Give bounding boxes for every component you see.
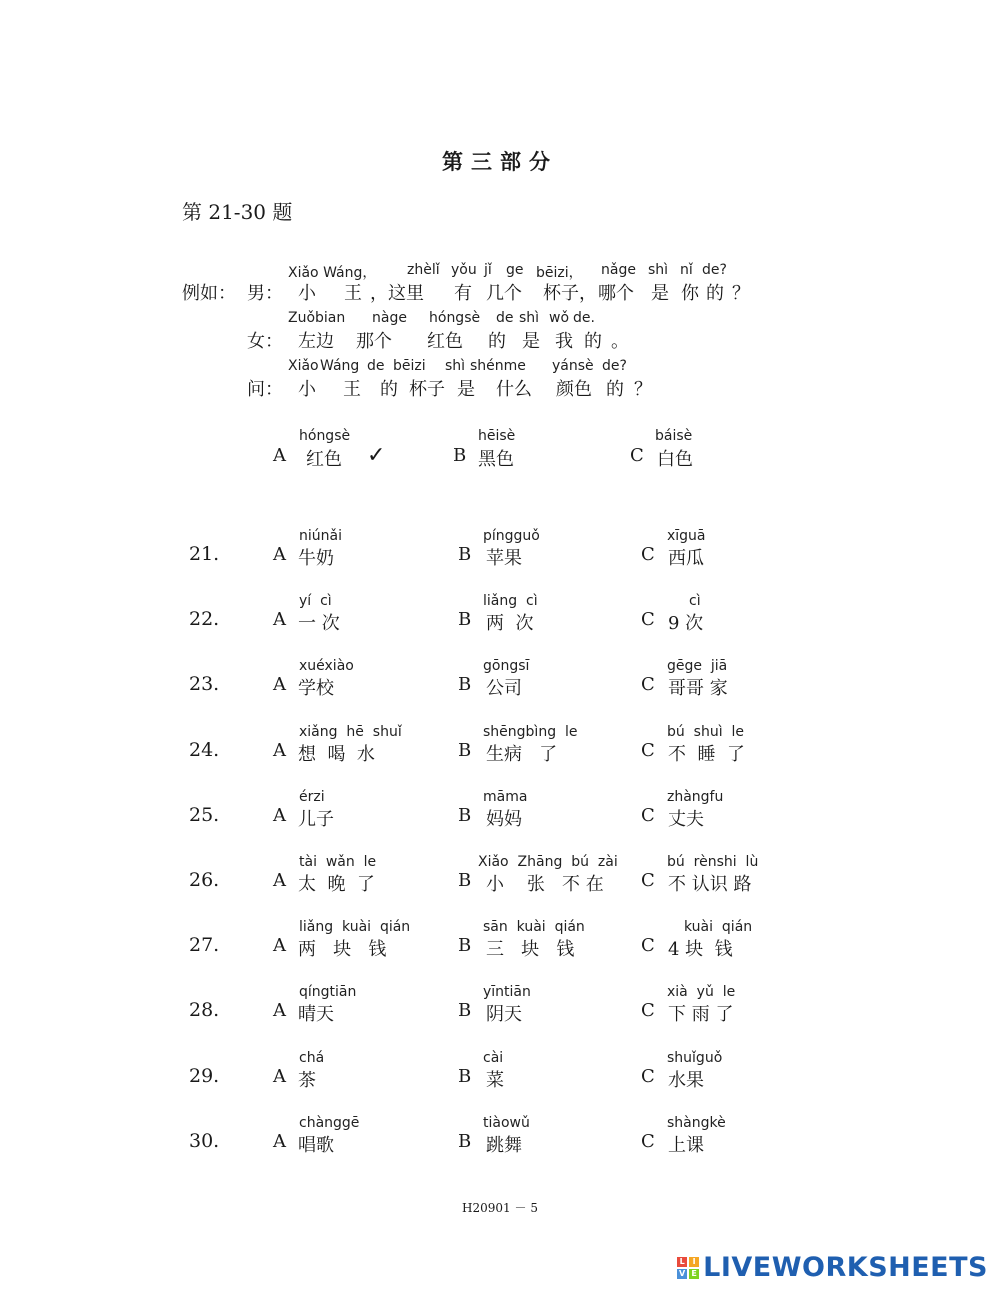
question-number: 22.: [189, 608, 220, 630]
option-letter: A: [273, 935, 286, 956]
option-hanzi: 哥哥 家: [668, 678, 728, 699]
logo-cell: L: [677, 1257, 687, 1267]
check-mark-icon: ✓: [367, 443, 386, 468]
option-letter: C: [641, 870, 655, 891]
hanzi-word: 几个: [486, 283, 522, 304]
option-letter: B: [458, 805, 472, 826]
option-letter: B: [453, 445, 467, 466]
hanzi-word: ，这里: [370, 283, 424, 304]
example-label: 例如：: [182, 283, 236, 304]
logo-grid-icon: [677, 1257, 699, 1279]
pinyin-word: yǒu: [451, 262, 477, 278]
option-pinyin: liǎng cì: [483, 593, 538, 609]
pinyin-word: de?: [702, 262, 727, 278]
option-pinyin: gōngsī: [483, 658, 530, 674]
option-pinyin: māma: [483, 789, 528, 805]
option-hanzi: 茶: [298, 1070, 316, 1091]
hanzi-word: 左边: [298, 331, 334, 352]
option-pinyin: xuéxiào: [299, 658, 354, 674]
question-number: 25.: [189, 804, 220, 826]
speaker-label: 女：: [247, 331, 283, 352]
option-pinyin: sān kuài qián: [483, 919, 585, 935]
option-pinyin: tài wǎn le: [299, 854, 377, 870]
hanzi-word: ？: [634, 379, 652, 400]
question-number: 29.: [189, 1065, 220, 1087]
option-hanzi: 三 块 钱: [486, 939, 575, 960]
pinyin-word: shì: [519, 310, 540, 326]
pinyin-word: de.: [573, 310, 595, 326]
hanzi-word: 。: [611, 331, 629, 352]
option-letter: A: [273, 740, 286, 761]
hanzi-word: 杯子，: [543, 283, 597, 304]
pinyin-word: hóngsè: [429, 310, 481, 326]
option-letter: B: [458, 1000, 472, 1021]
option-hanzi: 唱歌: [298, 1135, 334, 1156]
hanzi-word: 王: [344, 283, 362, 304]
logo-cell: E: [689, 1269, 699, 1279]
hanzi-word: 的: [380, 379, 398, 400]
option-hanzi: 生病 了: [486, 744, 558, 765]
option-hanzi: 9 次: [668, 613, 704, 634]
option-pinyin: niúnǎi: [299, 528, 342, 544]
option-letter: A: [273, 1131, 286, 1152]
hanzi-word: 我: [555, 331, 573, 352]
option-pinyin: bú rènshi lù: [667, 854, 759, 870]
pinyin-word: zhèlǐ: [407, 262, 440, 278]
hanzi-word: 有: [454, 283, 472, 304]
hanzi-word: 的: [606, 379, 624, 400]
option-hanzi: 一 次: [298, 613, 340, 634]
option-hanzi: 两 次: [486, 613, 534, 634]
option-hanzi: 丈夫: [668, 809, 704, 830]
hanzi-word: 小: [298, 283, 316, 304]
option-hanzi: 两 块 钱: [298, 939, 387, 960]
section-subtitle: 第 21-30 题: [182, 200, 293, 224]
hanzi-word: 什么: [496, 379, 532, 400]
option-pinyin: cài: [483, 1050, 504, 1066]
option-letter: C: [641, 1000, 655, 1021]
option-hanzi: 不 认识 路: [668, 874, 752, 895]
hanzi-word: 杯子: [409, 379, 445, 400]
pinyin-word: nǎge: [601, 262, 636, 278]
option-letter: C: [630, 445, 644, 466]
option-hanzi: 公司: [486, 678, 522, 699]
pinyin-word: nǐ: [680, 262, 693, 278]
hanzi-word: 王: [343, 379, 361, 400]
logo-text: LIVEWORKSHEETS: [703, 1252, 988, 1283]
option-pinyin: chá: [299, 1050, 325, 1066]
option-pinyin: yīntiān: [483, 984, 531, 1000]
hanzi-word: 是: [457, 379, 475, 400]
option-pinyin: kuài qián: [684, 919, 753, 935]
option-pinyin: gēge jiā: [667, 658, 728, 674]
question-number: 26.: [189, 869, 220, 891]
option-pinyin: xià yǔ le: [667, 984, 736, 1000]
option-letter: A: [273, 870, 286, 891]
option-hanzi: 跳舞: [486, 1135, 522, 1156]
option-pinyin: yí cì: [299, 593, 332, 609]
option-letter: B: [458, 1066, 472, 1087]
option-letter: A: [273, 445, 286, 466]
option-letter: B: [458, 870, 472, 891]
option-hanzi: 阴天: [486, 1004, 522, 1025]
hanzi-word: 颜色: [556, 379, 592, 400]
logo-cell: I: [689, 1257, 699, 1267]
option-letter: B: [458, 1131, 472, 1152]
option-letter: A: [273, 1066, 286, 1087]
hanzi-word: 小: [298, 379, 316, 400]
hanzi-word: 红色: [427, 331, 463, 352]
option-pinyin: xiǎng hē shuǐ: [299, 724, 402, 740]
option-letter: B: [458, 544, 472, 565]
option-pinyin: hóngsè: [299, 428, 351, 444]
hanzi-word: 你: [681, 283, 699, 304]
option-hanzi: 太 晚 了: [298, 874, 375, 895]
option-hanzi: 4 块 钱: [668, 939, 733, 960]
hanzi-word: 的: [584, 331, 602, 352]
speaker-label: 问：: [247, 379, 283, 400]
pinyin-word: bēizi: [393, 358, 426, 374]
option-pinyin: píngguǒ: [483, 528, 540, 544]
option-pinyin: shuǐguǒ: [667, 1050, 723, 1066]
option-letter: C: [641, 935, 655, 956]
option-letter: B: [458, 935, 472, 956]
option-letter: C: [641, 544, 655, 565]
hanzi-word: 的: [488, 331, 506, 352]
option-pinyin: xīguā: [667, 528, 706, 544]
pinyin-word: Wáng: [320, 358, 360, 374]
question-number: 24.: [189, 739, 220, 761]
question-number: 27.: [189, 934, 220, 956]
option-hanzi: 黑色: [478, 449, 514, 470]
liveworksheets-logo: [677, 1252, 988, 1283]
option-letter: C: [641, 805, 655, 826]
pinyin-word: bēizi，: [536, 265, 583, 281]
option-letter: C: [641, 1131, 655, 1152]
option-pinyin: shàngkè: [667, 1115, 726, 1131]
option-hanzi: 小 张 不 在: [486, 874, 604, 895]
hanzi-word: ？: [732, 283, 750, 304]
option-hanzi: 西瓜: [668, 548, 704, 569]
option-letter: A: [273, 1000, 286, 1021]
option-letter: A: [273, 805, 286, 826]
option-letter: B: [458, 740, 472, 761]
pinyin-word: wǒ: [549, 310, 570, 326]
option-pinyin: liǎng kuài qián: [299, 919, 411, 935]
option-pinyin: bú shuì le: [667, 724, 744, 740]
pinyin-word: shì: [648, 262, 669, 278]
hanzi-word: 哪个: [598, 283, 634, 304]
option-letter: B: [458, 674, 472, 695]
option-pinyin: tiàowǔ: [483, 1115, 530, 1131]
pinyin-word: nàge: [372, 310, 407, 326]
option-pinyin: cì: [689, 593, 701, 609]
option-pinyin: hēisè: [478, 428, 516, 444]
option-hanzi: 想 喝 水: [298, 744, 375, 765]
option-pinyin: Xiǎo Zhāng bú zài: [478, 854, 618, 870]
option-letter: B: [458, 609, 472, 630]
question-number: 21.: [189, 543, 220, 565]
option-hanzi: 上课: [668, 1135, 704, 1156]
option-letter: C: [641, 740, 655, 761]
option-hanzi: 牛奶: [298, 548, 334, 569]
option-hanzi: 不 睡 了: [668, 744, 745, 765]
option-pinyin: zhàngfu: [667, 789, 724, 805]
pinyin-word: Zuǒbian: [288, 310, 346, 326]
option-pinyin: érzi: [299, 789, 325, 805]
pinyin-word: de: [496, 310, 514, 326]
hanzi-word: 那个: [356, 331, 392, 352]
hanzi-word: 是: [651, 283, 669, 304]
option-letter: A: [273, 609, 286, 630]
option-pinyin: qíngtiān: [299, 984, 357, 1000]
logo-cell: V: [679, 1268, 686, 1278]
option-hanzi: 妈妈: [486, 809, 522, 830]
pinyin-word: shì: [445, 358, 466, 374]
option-pinyin: shēngbìng le: [483, 724, 578, 740]
pinyin-word: Xiǎo: [288, 358, 319, 374]
option-hanzi: 苹果: [486, 548, 522, 569]
page-footer: H20901 － 5: [462, 1201, 538, 1215]
option-hanzi: 晴天: [298, 1004, 334, 1025]
pinyin-word: de: [367, 358, 385, 374]
option-pinyin: chànggē: [299, 1115, 360, 1131]
hanzi-word: 是: [522, 331, 540, 352]
speaker-label: 男：: [247, 283, 283, 304]
option-hanzi: 下 雨 了: [668, 1004, 734, 1025]
option-hanzi: 白色: [657, 449, 693, 470]
question-number: 23.: [189, 673, 220, 695]
option-hanzi: 菜: [486, 1070, 504, 1091]
option-letter: C: [641, 609, 655, 630]
hanzi-word: 的: [706, 283, 724, 304]
option-letter: C: [641, 674, 655, 695]
question-number: 28.: [189, 999, 220, 1021]
option-hanzi: 红色: [306, 449, 342, 470]
option-hanzi: 儿子: [298, 809, 334, 830]
option-letter: A: [273, 544, 286, 565]
pinyin-word: yánsè: [552, 358, 594, 374]
pinyin-word: shénme: [470, 358, 526, 374]
option-letter: A: [273, 674, 286, 695]
pinyin-word: de?: [602, 358, 627, 374]
option-pinyin: báisè: [655, 428, 693, 444]
option-hanzi: 学校: [298, 678, 334, 699]
pinyin-word: ge: [506, 262, 524, 278]
pinyin-word: jǐ: [484, 262, 492, 278]
question-number: 30.: [189, 1130, 220, 1152]
option-letter: C: [641, 1066, 655, 1087]
pinyin-word: Xiǎo Wáng，: [288, 265, 377, 281]
page-title: 第三部分: [442, 149, 558, 174]
option-hanzi: 水果: [668, 1070, 704, 1091]
